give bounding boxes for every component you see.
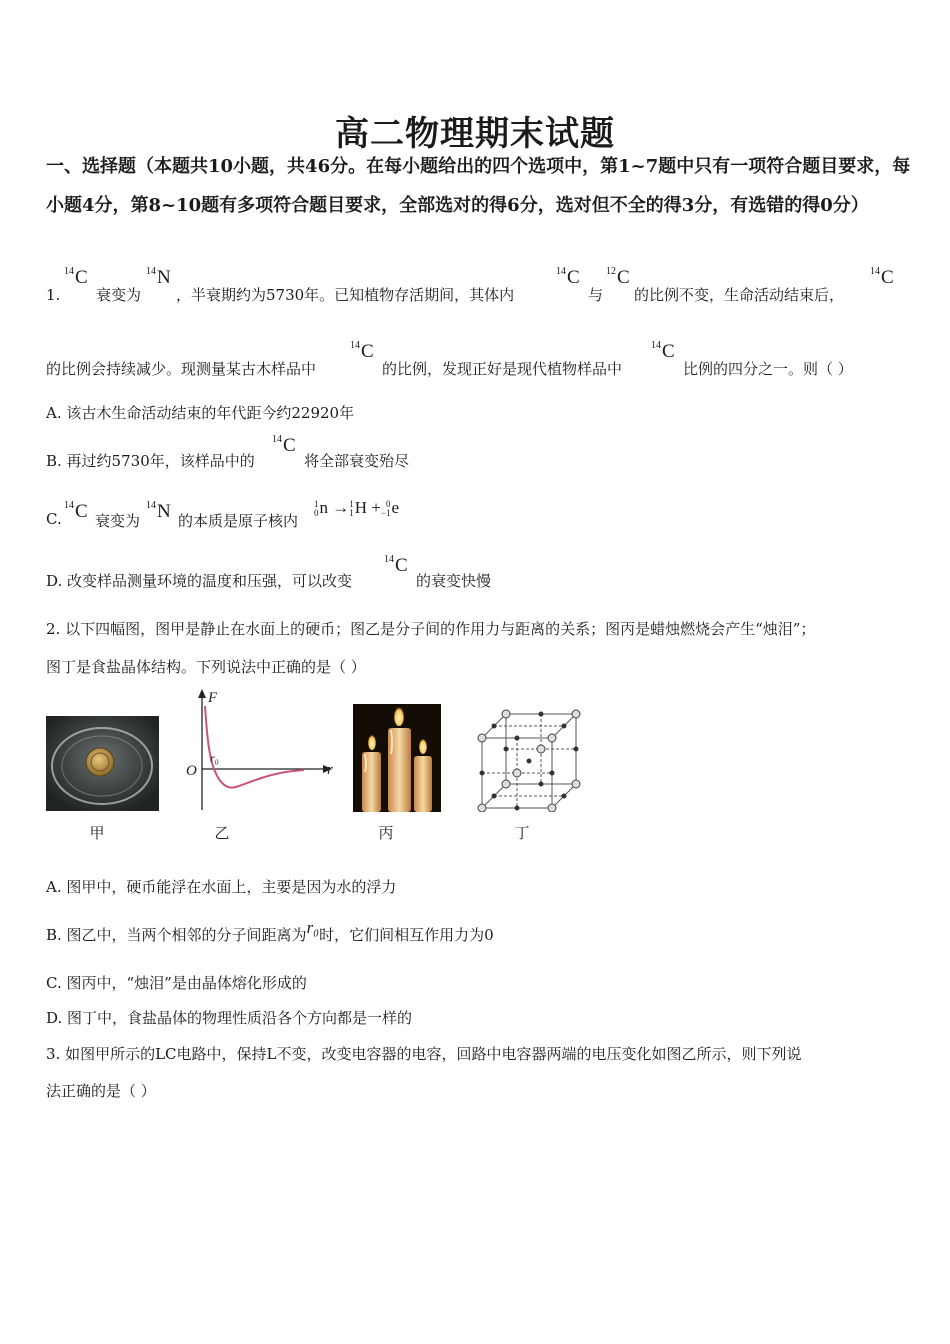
q3-stem-line2: 法正确的是（ ） bbox=[46, 1082, 156, 1100]
caption-ding: 丁 bbox=[514, 824, 530, 842]
q1-optb-c14: $^{14}$C bbox=[272, 434, 296, 456]
q2-stem-line2: 图丁是食盐晶体结构。下列说法中正确的是（ ） bbox=[46, 658, 366, 676]
q1-text-halflife: ，半衰期约为5730年。已知植物存活期间，其体内 bbox=[176, 286, 515, 304]
q3-stem-line1: 3. 如图甲所示的LC电路中，保持L不变，改变电容器的电容，回路中电容器两端的电压变化如图乙所示，则下列说 bbox=[46, 1045, 802, 1063]
q1-text-line2c: 比例的四分之一。则（ ） bbox=[683, 360, 853, 378]
q1-option-b[interactable]: B. 再过约5730年，该样品中的 bbox=[46, 452, 255, 470]
page-title: 高二物理期末试题 bbox=[335, 114, 615, 154]
q1-option-a[interactable]: A. 该古木生命活动结束的年代距今约22920年 bbox=[46, 404, 355, 422]
f-axis-arrow bbox=[198, 689, 206, 698]
q1-number: 1. bbox=[46, 286, 61, 304]
q1-option-c[interactable]: C. bbox=[46, 510, 62, 528]
q1-optd-tail: 的衰变快慢 bbox=[416, 572, 492, 590]
section-heading: 一、选择题（本题共10小题，共46分。在每小题给出的四个选项中，第1~7题中只有一项符合题目要求，每小题4分，第8~10题有多项符合题目要求，全部选对的得6分，选对但不全的得3分，有选错的得0分） bbox=[46, 156, 911, 216]
q1-c14-isotope-3: $^{14}$C bbox=[870, 266, 894, 288]
q1-optc-post: 的本质是原子核内 bbox=[178, 512, 299, 530]
q1-text-decay: 衰变为 bbox=[96, 286, 142, 304]
axis-label-r: r bbox=[327, 762, 333, 778]
axis-label-origin: O bbox=[186, 763, 197, 779]
figure-ding-salt-crystal bbox=[474, 708, 582, 812]
q1-optc-mid: 衰变为 bbox=[95, 512, 141, 530]
q1-n14-isotope: $^{14}$N bbox=[146, 266, 171, 288]
figure-yi-force-distance-graph bbox=[178, 686, 338, 814]
q1-optc-n14: $^{14}$N bbox=[146, 500, 171, 522]
axis-label-f: F bbox=[208, 690, 218, 706]
q1-optd-c14: $^{14}$C bbox=[384, 554, 408, 576]
q1-c12-isotope: $^{12}$C bbox=[606, 266, 630, 288]
q1-option-d[interactable]: D. 改变样品测量环境的温度和压强，可以改变 bbox=[46, 572, 353, 590]
q1-text-line2b: 的比例，发现正好是现代植物样品中 bbox=[382, 360, 623, 378]
figure-jia-coin-on-water bbox=[46, 716, 159, 811]
axis-label-r0: r₀ bbox=[210, 751, 219, 765]
figure-bing-candles bbox=[353, 704, 441, 812]
q1-c14-isotope-5: $^{14}$C bbox=[651, 340, 675, 362]
q2-option-a[interactable]: A. 图甲中，硬币能浮在水面上，主要是因为水的浮力 bbox=[46, 878, 397, 896]
q1-optc-equation: 1 0n →1 1H + 0 −1e bbox=[314, 498, 399, 519]
q1-c14-isotope: $^{14}$C bbox=[64, 266, 88, 288]
q1-text-line2a: 的比例会持续减少。现测量某古木样品中 bbox=[46, 360, 317, 378]
q2-stem-line1: 2. 以下四幅图，图甲是静止在水面上的硬币；图乙是分子间的作用力与距离的关系；图丙是蜡烛燃烧会产生“烛泪”； bbox=[46, 620, 816, 638]
r0-symbol: r₀ bbox=[306, 918, 320, 937]
q1-optc-c14: $^{14}$C bbox=[64, 500, 88, 522]
q1-optb-tail: 将全部衰变殆尽 bbox=[304, 452, 410, 470]
q2-option-b[interactable]: B. 图乙中，当两个相邻的分子间距离为r₀时，它们间相互作用力为0 bbox=[46, 918, 494, 944]
caption-jia: 甲 bbox=[89, 824, 105, 842]
q2-option-d[interactable]: D. 图丁中，食盐晶体的物理性质沿各个方向都是一样的 bbox=[46, 1009, 413, 1027]
force-curve bbox=[205, 706, 304, 788]
q1-c14-isotope-4: $^{14}$C bbox=[350, 340, 374, 362]
caption-bing: 丙 bbox=[378, 824, 394, 842]
q1-text-and: 与 bbox=[588, 286, 604, 304]
caption-yi: 乙 bbox=[214, 824, 230, 842]
q1-c14-isotope-2: $^{14}$C bbox=[556, 266, 580, 288]
q1-text-ratio: 的比例不变，生命活动结束后， bbox=[634, 286, 845, 304]
q2-option-c[interactable]: C. 图丙中，“烛泪”是由晶体熔化形成的 bbox=[46, 974, 307, 992]
